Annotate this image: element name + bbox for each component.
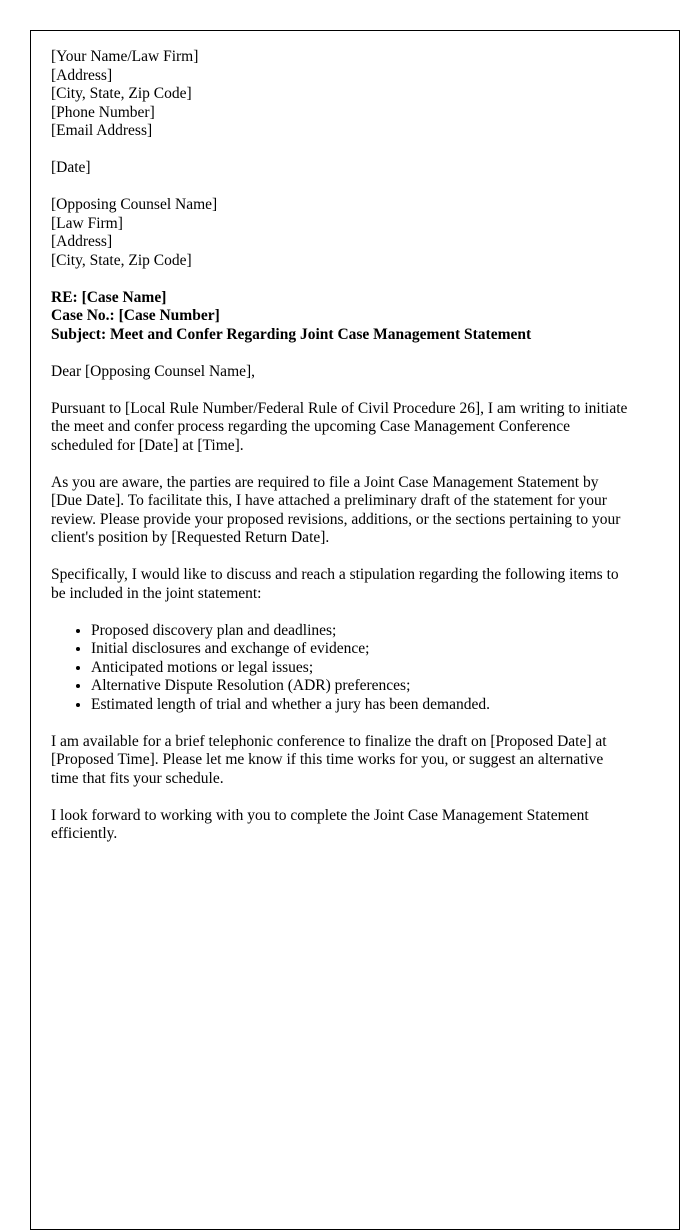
recipient-address-block — [51, 196, 633, 270]
paragraph-availability: I am available for a brief telephonic conference to finalize the draft on [Proposed Date] at [Proposed Time]. Please let me know if this time works for you, or suggest an alternative time that fits your schedule. — [51, 732, 607, 787]
sender-address-line: [Address] — [51, 66, 113, 84]
bullet-item-disclosures: • Initial disclosures and exchange of evidence; — [91, 640, 633, 659]
re-line: RE: [Case Name] — [51, 288, 167, 306]
paragraph-pursuant: Pursuant to [Local Rule Number/Federal Rule of Civil Procedure 26], I am writing to initiate the meet and confer process regarding the upcoming Case Management Conference scheduled for [Date] at [Time]. — [51, 399, 628, 454]
letter-frame — [30, 30, 680, 1230]
bullet-item-adr: • Alternative Dispute Resolution (ADR) preferences; — [91, 677, 633, 696]
recipient-firm-line: [Law Firm] — [51, 214, 123, 232]
paragraph-draft: As you are aware, the parties are required to file a Joint Case Management Statement by [Due Date]. To facilitate this, I have attached a preliminary draft of the statement for your review. Please provide your proposed revisions, additions, or the sections pertaining to your client's position by [Requested Return Date]. — [51, 473, 621, 546]
bullet-item-motions: • Anticipated motions or legal issues; — [91, 659, 633, 678]
recipient-city-line: [City, State, Zip Code] — [51, 251, 192, 269]
bullet-list — [51, 622, 633, 715]
recipient-name-line: [Opposing Counsel Name] — [51, 196, 218, 213]
sender-city-line: [City, State, Zip Code] — [51, 85, 192, 102]
sender-address-block — [51, 48, 633, 141]
subject-block — [51, 289, 633, 345]
sender-name-line: [Your Name/Law Firm] — [51, 48, 199, 65]
paragraph-closing: I look forward to working with you to complete the Joint Case Management Statement efficiently. — [51, 806, 589, 842]
salutation: Dear [Opposing Counsel Name], — [51, 362, 256, 380]
subject-line: Subject: Meet and Confer Regarding Joint Case Management Statement — [51, 325, 532, 343]
bullet-item-discovery: • Proposed discovery plan and deadlines; — [91, 622, 633, 641]
date-block — [51, 159, 633, 178]
recipient-address-line: [Address] — [51, 233, 113, 250]
case-number-line: Case No.: [Case Number] — [51, 307, 220, 324]
sender-phone-line: [Phone Number] — [51, 103, 155, 121]
sender-email-line: [Email Address] — [51, 122, 153, 139]
bullet-item-trial-length: • Estimated length of trial and whether a jury has been demanded. — [91, 696, 633, 715]
date-line: [Date] — [51, 159, 91, 176]
paragraph-stipulation-intro: Specifically, I would like to discuss and reach a stipulation regarding the following items to be included in the joint statement: — [51, 566, 619, 602]
